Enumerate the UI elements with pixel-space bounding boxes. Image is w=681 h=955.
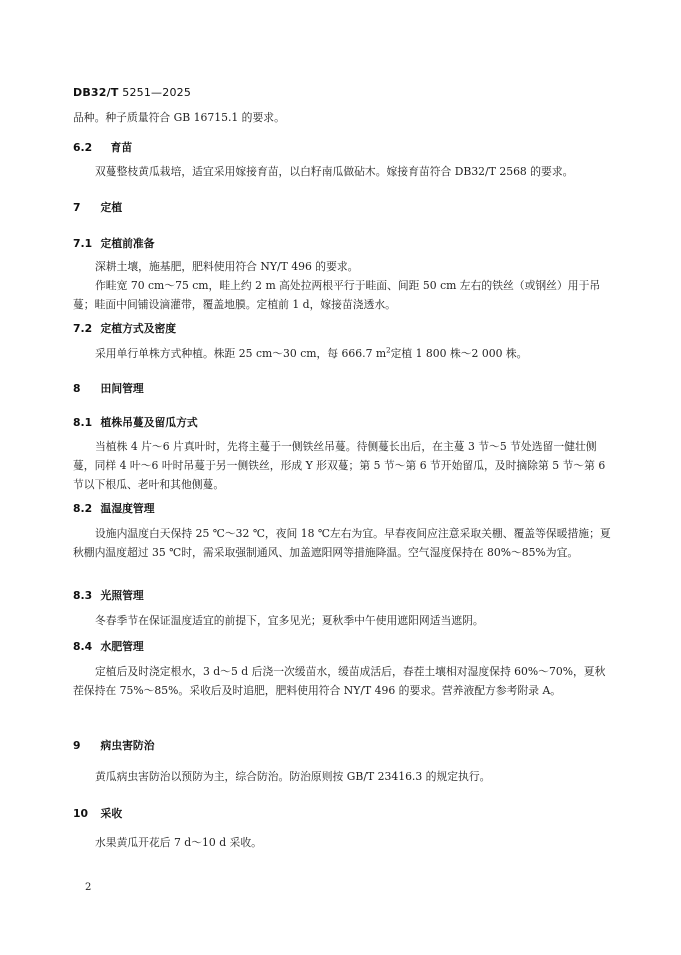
paragraph-continuation: 品种。种子质量符合 GB 16715.1 的要求。: [73, 111, 285, 124]
section-8-2-heading: 8.2 温湿度管理: [73, 502, 155, 515]
paragraph-8-3: 冬春季节在保证温度适宜的前提下，宜多见光；夏秋季中午使用遮阳网适当遮阴。: [95, 614, 484, 627]
section-9-heading: 9 病虫害防治: [73, 739, 155, 752]
section-8-1-heading: 8.1 植株吊蔓及留瓜方式: [73, 416, 198, 429]
section-8-heading: 8 田间管理: [73, 382, 144, 395]
section-8-4-heading: 8.4 水肥管理: [73, 640, 144, 653]
paragraph-10: 水果黄瓜开花后 7 d～10 d 采收。: [95, 836, 262, 849]
paragraph-8-4: 定植后及时浇定根水，3 d～5 d 后浇一次缓苗水，缓苗成活后，春茬土壤相对湿度保持 60%～70%，夏秋茬保持在 75%～85%。采收后及时追肥，肥料使用符合 NY/T 496 的要求。营养液配方参考附录 A。: [73, 665, 606, 697]
paragraph-7-2: 采用单行单株方式种植。株距 25 cm～30 cm，每 666.7 $m^2$定植 1 800 株～2 000 株。: [95, 346, 528, 360]
paragraph-8-1: 当植株 4 片～6 片真叶时，先将主蔓于一侧铁丝吊蔓。待侧蔓长出后，在主蔓 3 节～5 节处选留一健壮侧蔓，同样 4 叶～6 叶时吊蔓于另一侧铁丝，形成 Y 形双蔓；第 5 节～第 6 节开始留瓜，及时摘除第 5 节～第 6 节以下根瓜、老叶和其他侧蔓。: [73, 440, 606, 491]
paragraph-9: 黄瓜病虫害防治以预防为主，综合防治。防治原则按 GB/T 23416.3 的规定执行。: [95, 770, 491, 783]
section-7-heading: 7 定植: [73, 201, 123, 214]
section-8-3-heading: 8.3 光照管理: [73, 589, 144, 602]
standard-number: 5251—2025: [122, 86, 192, 99]
standard-header: [73, 86, 191, 99]
standard-code: DB32/T: [73, 86, 119, 99]
section-10-heading: 10 采收: [73, 807, 123, 820]
paragraph-7-1-b: 作畦宽 70 cm～75 cm，畦上约 2 m 高处拉两根平行于畦面、间距 50 cm 左右的铁丝（或钢丝）用于吊蔓；畦面中间铺设滴灌带，覆盖地膜。定植前 1 d，嫁接苗浇透水。: [73, 279, 601, 311]
section-7-1-heading: 7.1 定植前准备: [73, 237, 155, 250]
paragraph-6-2: 双蔓整枝黄瓜栽培，适宜采用嫁接育苗，以白籽南瓜做砧木。嫁接育苗符合 DB32/T 2568 的要求。: [95, 165, 574, 178]
paragraph-7-1-a: 深耕土壤，施基肥，肥料使用符合 NY/T 496 的要求。: [95, 260, 359, 273]
paragraph-8-2: 设施内温度白天保持 25 ℃～32 ℃，夜间 18 ℃左右为宜。早春夜间应注意采取关棚、覆盖等保暖措施；夏秋棚内温度超过 35 ℃时，需采取强制通风、加盖遮阳网等措施降温。空气湿度保持在 80%～85%为宜。: [73, 527, 611, 559]
section-7-2-heading: 7.2 定植方式及密度: [73, 322, 177, 335]
section-6-2-heading: 6.2 育苗: [73, 141, 133, 154]
page-number: 2: [85, 882, 92, 893]
